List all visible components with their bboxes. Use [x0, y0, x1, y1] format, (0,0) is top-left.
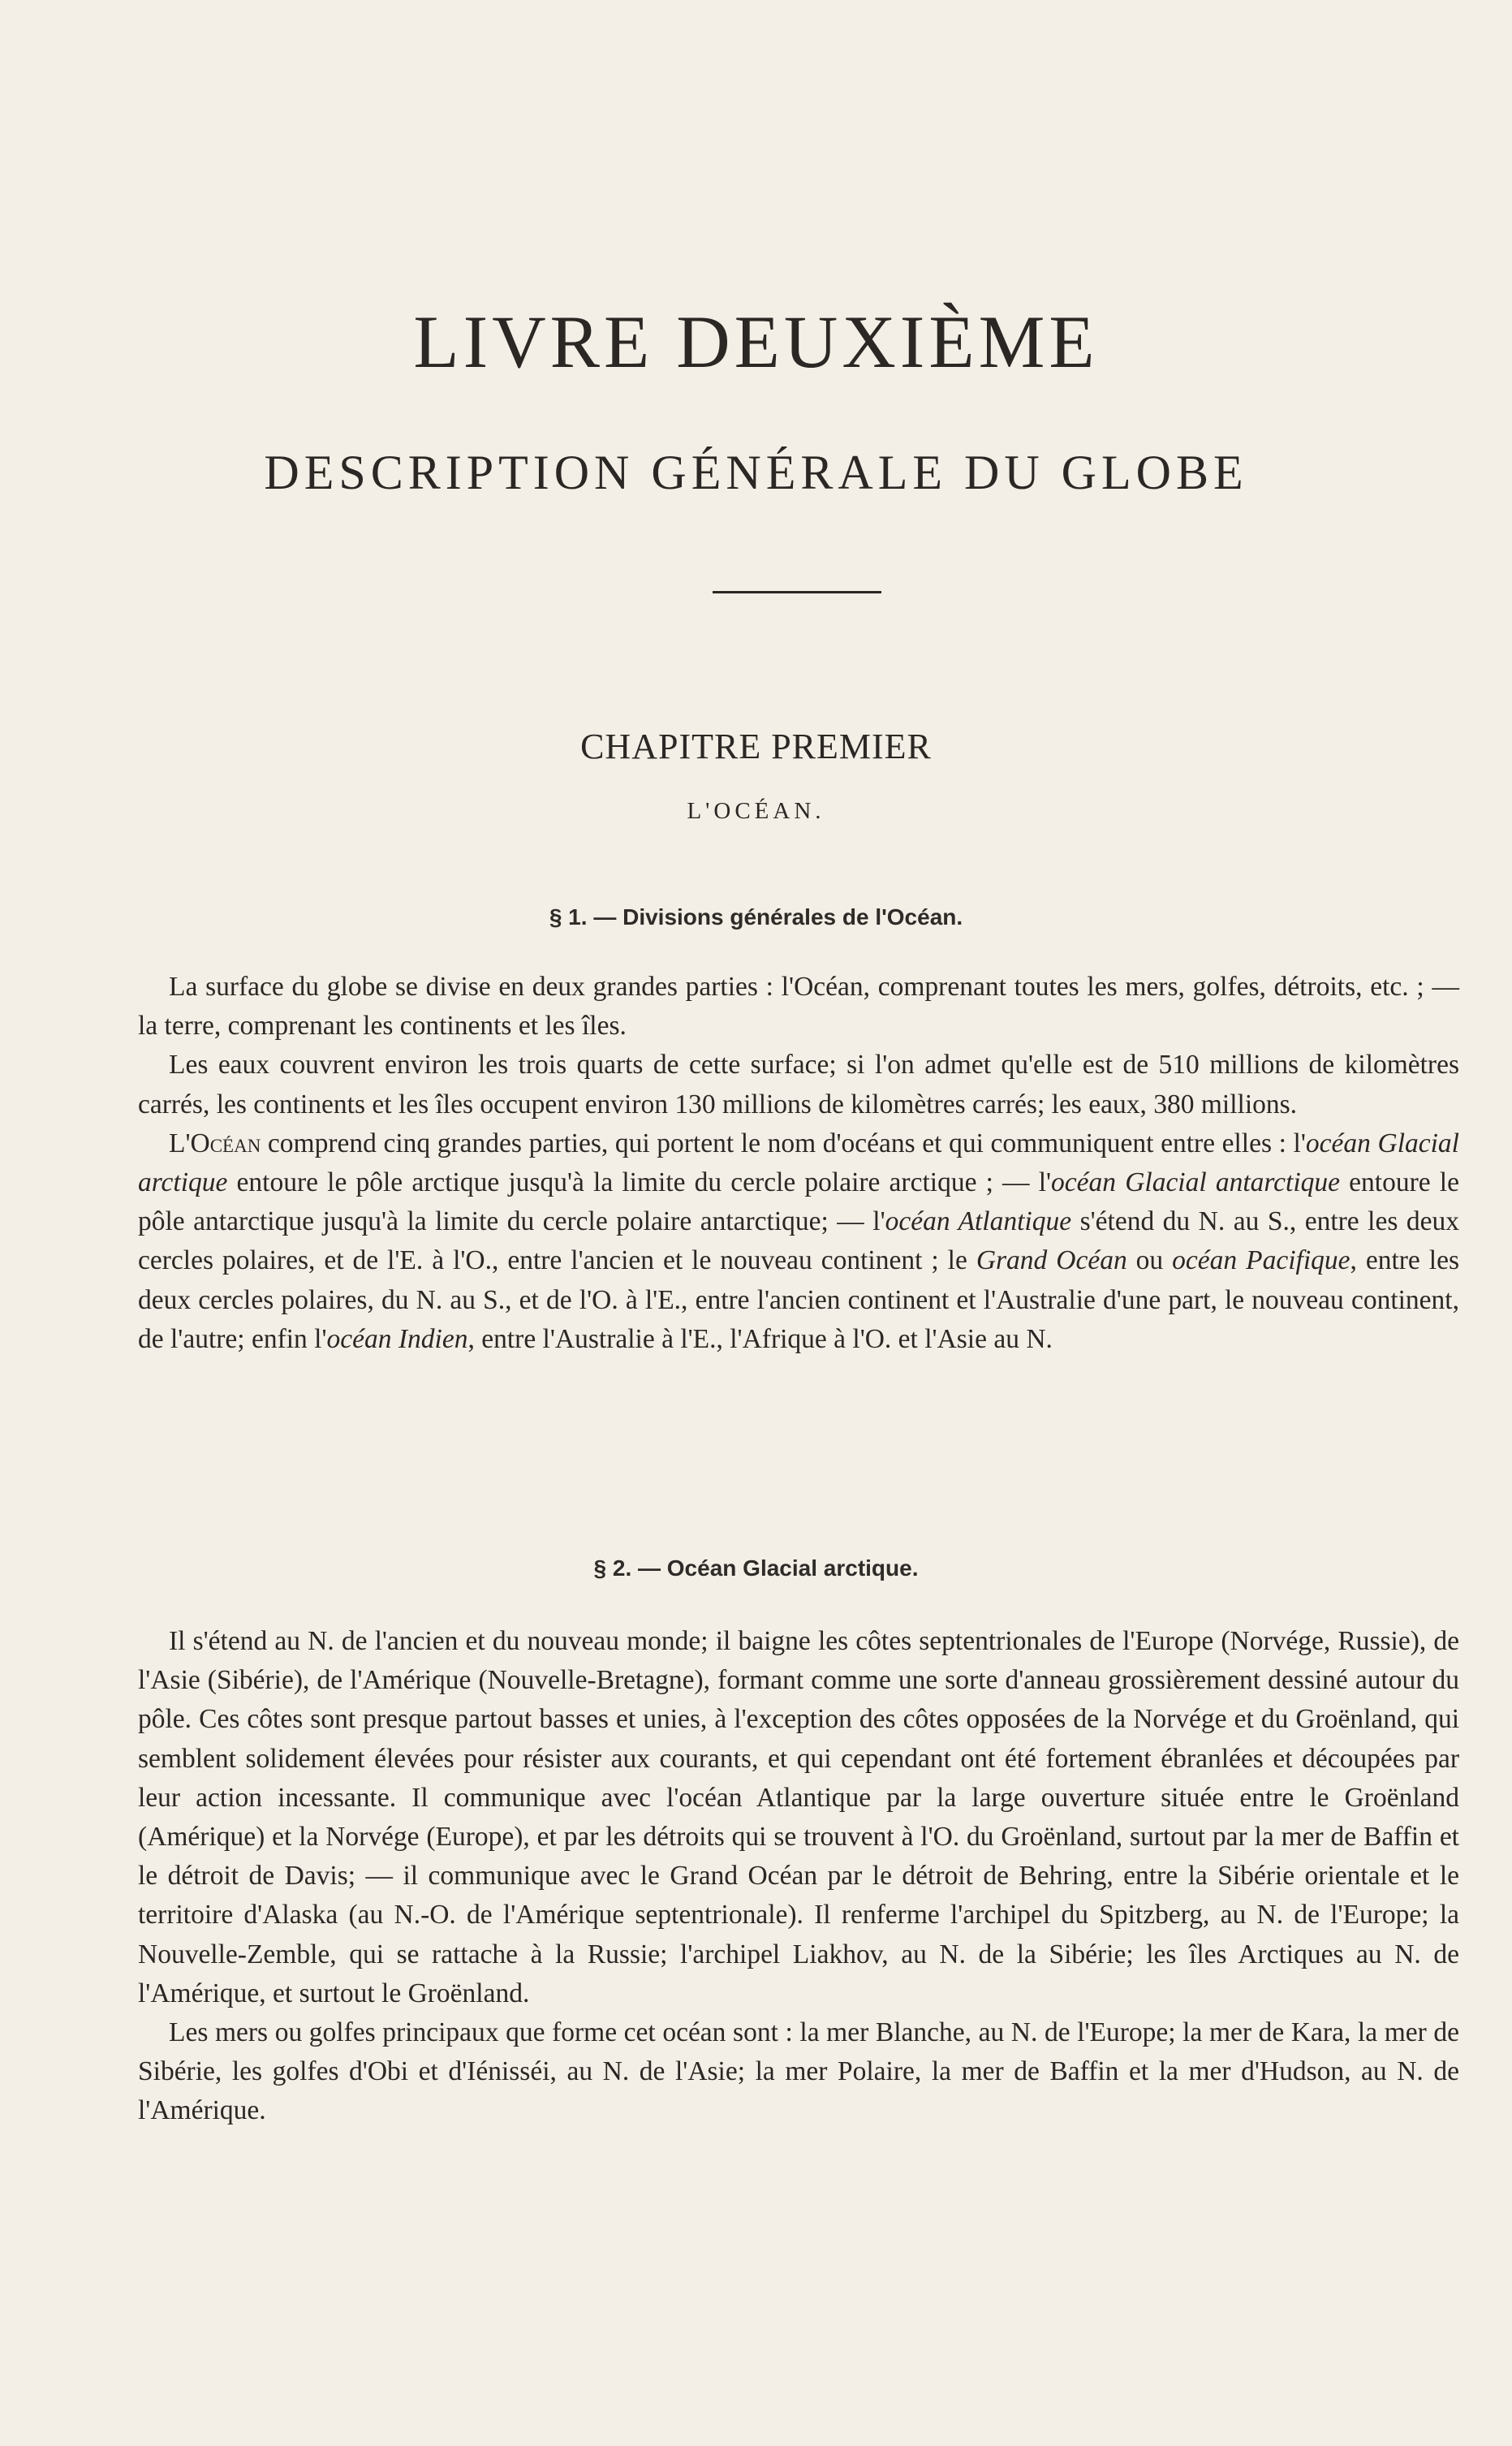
text-run: s'étend du N. au S., entre les deux cercles polaires, et de l'E. à l'O., entre l'ancien et le nouveau continent ; le — [138, 1206, 1459, 1276]
ocean-name: océan Pacifique — [1172, 1245, 1350, 1276]
text-run: comprend cinq grandes parties, qui portent le nom d'océans et qui communiquent entre elles : l' — [261, 1128, 1306, 1158]
section-1-heading — [0, 906, 1512, 929]
paragraph: Les eaux couvrent environ les trois quarts de cette surface; si l'on admet qu'elle est de 510 millions de kilomètres carrés, les continents et les îles occupent environ 130 millions de kilomètres carrés; les eaux, 380 millions. — [138, 1050, 1459, 1119]
paragraph — [138, 1124, 1459, 1359]
paragraph: Les mers ou golfes principaux que forme cet océan sont : la mer Blanche, au N. de l'Europe; la mer de Kara, la mer de Sibérie, les golfes d'Obi et d'Iénisséi, au N. de l'Asie; la mer Polaire, la mer de Baffin et la mer d'Hudson, au N. de l'Amérique. — [138, 2017, 1459, 2126]
text-run: ou — [1126, 1245, 1173, 1276]
ocean-name: océan Indien — [326, 1323, 468, 1354]
paragraph: La surface du globe se divise en deux grandes parties : l'Océan, comprenant toutes les mers, golfes, détroits, etc. ; — la terre, comprenant les continents et les îles. — [138, 972, 1459, 1042]
paragraph: Il s'étend au N. de l'ancien et du nouveau monde; il baigne les côtes septentrionales de l'Europe (Norvége, Russie), de l'Asie (Sibérie), de l'Amérique (Nouvelle-Bretagne), formant comme une sorte d'anneau grossièrement dessiné autour du pôle. Ces côtes sont presque partout basses et unies, à l'exception des côtes opposées de la Norvége et du Groënland, qui semblent solidement élevées pour résister aux courants, et qui cependant ont été fortement ébranlées et découpées par leur action incessante. Il communique avec l'océan Atlantique par la large ouverture située entre le Groënland (Amérique) et la Norvége (Europe), et par les détroits qui se trouvent à l'O. du Groënland, surtout par la mer de Baffin et le détroit de Davis; — il communique avec le Grand Océan par le détroit de Behring, entre la Sibérie orientale et le territoire d'Alaska (au N.-O. de l'Amérique septentrionale). Il renferme l'archipel du Spitzberg, au N. de l'Europe; la Nouvelle-Zemble, qui se rattache à la Russie; l'archipel Liakhov, au N. de la Sibérie; les îles Arctiques au N. de l'Amérique, et surtout le Groënland. — [138, 1626, 1459, 2008]
text-run: entoure le pôle antarctique jusqu'à la limite du cercle polaire antarctique; — l' — [138, 1167, 1459, 1237]
chapter-subtitle: L'OCÉAN. — [687, 798, 825, 824]
text-run: , entre l'Australie à l'E., l'Afrique à l'O. et l'Asie au N. — [467, 1323, 1053, 1354]
ocean-name: océan Glacial arctique — [138, 1128, 1459, 1198]
chapter-title: CHAPITRE PREMIER — [580, 727, 932, 766]
book-subtitle: DESCRIPTION GÉNÉRALE DU GLOBE — [264, 446, 1248, 499]
ocean-name: océan Glacial antarctique — [1051, 1167, 1341, 1198]
text-run: , entre les deux cercles polaires, du N. au S., et de l'O. à l'E., entre l'ancien continent et l'Australie d'une part, le nouveau continent, de l'autre; enfin l' — [138, 1245, 1459, 1354]
text-run: entoure le pôle arctique jusqu'à la limite du cercle polaire arctique ; — l' — [227, 1167, 1052, 1198]
section-2-number: § 2. — [593, 1555, 632, 1581]
section-2-heading — [0, 1557, 1512, 1580]
section-1-body — [138, 968, 1459, 1359]
section-1-number: § 1. — [549, 904, 588, 930]
ocean-name: Grand Océan — [976, 1245, 1127, 1276]
title-divider — [713, 591, 881, 593]
section-2-body — [138, 1622, 1459, 2131]
section-1-title: — Divisions générales de l'Océan. — [593, 904, 963, 930]
ocean-name: océan Atlantique — [885, 1206, 1072, 1237]
book-title: LIVRE DEUXIÈME — [413, 300, 1099, 383]
lead-word: L'Océan — [169, 1128, 261, 1158]
section-2-title: — Océan Glacial arctique. — [638, 1555, 919, 1581]
